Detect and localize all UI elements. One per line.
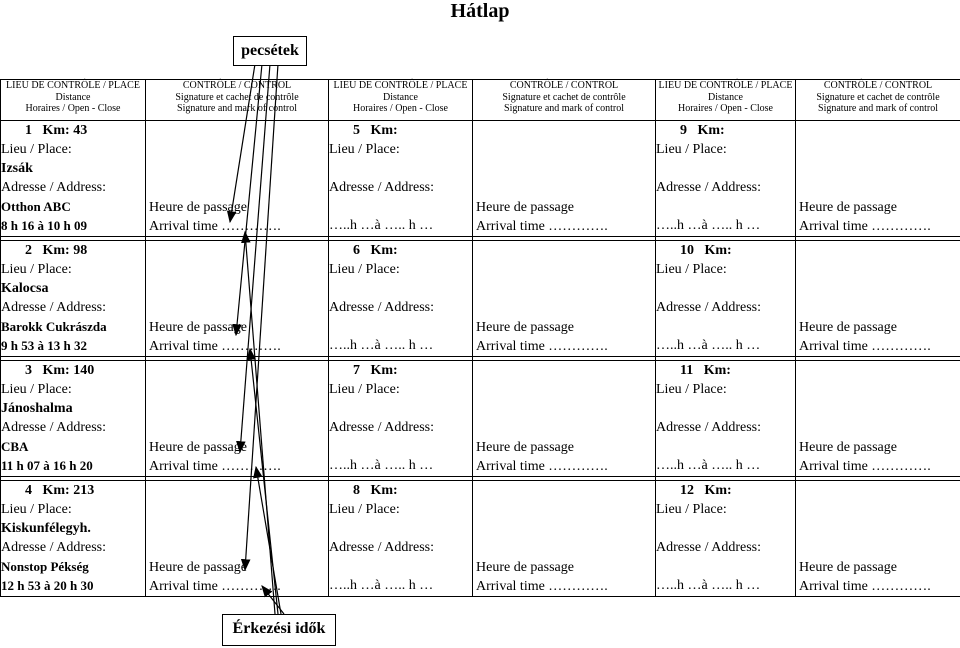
place-name: Izsák xyxy=(1,161,33,176)
arrival-time-field[interactable]: Arrival time …………. xyxy=(149,579,281,594)
address-blank[interactable] xyxy=(329,557,472,576)
address-blank[interactable] xyxy=(656,557,795,576)
checkpoint-number: 5 Km: xyxy=(353,123,398,138)
place-blank[interactable] xyxy=(656,279,795,298)
place-label: Lieu / Place: xyxy=(656,502,727,517)
checkpoint-cell xyxy=(329,241,473,357)
address-blank[interactable] xyxy=(329,197,472,216)
opening-hours-blank[interactable]: …..h …à ….. h … xyxy=(329,578,434,593)
heure-label: Heure de passage xyxy=(476,440,574,455)
checkpoint-number: 3 Km: 140 xyxy=(25,363,95,378)
heure-label: Heure de passage xyxy=(149,200,247,215)
address-label: Adresse / Address: xyxy=(329,540,434,555)
checkpoint-row xyxy=(1,241,960,357)
address-blank[interactable] xyxy=(656,317,795,336)
control-signature-cell[interactable] xyxy=(146,481,329,597)
opening-hours-blank[interactable]: …..h …à ….. h … xyxy=(329,458,434,473)
place-blank[interactable] xyxy=(656,519,795,538)
checkpoint-number: 7 Km: xyxy=(353,363,398,378)
checkpoint-number: 9 Km: xyxy=(680,123,725,138)
control-signature-cell[interactable] xyxy=(473,361,656,477)
address-label: Adresse / Address: xyxy=(329,420,434,435)
heure-label: Heure de passage xyxy=(799,560,897,575)
heure-label: Heure de passage xyxy=(149,320,247,335)
place-label: Lieu / Place: xyxy=(1,502,72,517)
checkpoint-number: 12 Km: xyxy=(680,483,732,498)
heure-label: Heure de passage xyxy=(476,200,574,215)
control-signature-cell[interactable] xyxy=(473,121,656,237)
checkpoint-cell xyxy=(1,361,146,477)
opening-hours-blank[interactable]: …..h …à ….. h … xyxy=(329,338,434,353)
stamp-callout: pecsétek xyxy=(233,36,307,66)
address-value: CBA xyxy=(1,439,29,454)
arrival-time-field[interactable]: Arrival time …………. xyxy=(149,219,281,234)
address-label: Adresse / Address: xyxy=(1,180,106,195)
control-signature-cell[interactable] xyxy=(796,121,960,237)
arrival-times-callout: Érkezési idők xyxy=(222,614,336,646)
control-signature-cell[interactable] xyxy=(473,241,656,357)
header-row xyxy=(1,80,960,121)
checkpoint-number: 10 Km: xyxy=(680,243,732,258)
address-blank[interactable] xyxy=(656,197,795,216)
place-label: Lieu / Place: xyxy=(1,382,72,397)
opening-hours-blank[interactable]: …..h …à ….. h … xyxy=(329,218,434,233)
place-label: Lieu / Place: xyxy=(329,262,400,277)
place-label: Lieu / Place: xyxy=(656,382,727,397)
address-label: Adresse / Address: xyxy=(656,300,761,315)
checkpoint-cell xyxy=(656,481,796,597)
place-label: Lieu / Place: xyxy=(1,262,72,277)
place-blank[interactable] xyxy=(329,399,472,418)
place-blank[interactable] xyxy=(329,159,472,178)
opening-hours: 9 h 53 à 13 h 32 xyxy=(1,338,87,353)
opening-hours: 12 h 53 à 20 h 30 xyxy=(1,578,94,593)
place-label: Lieu / Place: xyxy=(329,502,400,517)
checkpoint-cell xyxy=(656,241,796,357)
address-value: Nonstop Pékség xyxy=(1,559,89,574)
heure-label: Heure de passage xyxy=(149,560,247,575)
checkpoint-number: 4 Km: 213 xyxy=(25,483,95,498)
address-label: Adresse / Address: xyxy=(656,540,761,555)
control-signature-cell[interactable] xyxy=(796,241,960,357)
place-name: Kiskunfélegyh. xyxy=(1,521,91,536)
opening-hours: 11 h 07 à 16 h 20 xyxy=(1,458,93,473)
place-label: Lieu / Place: xyxy=(329,142,400,157)
control-signature-cell[interactable] xyxy=(796,481,960,597)
checkpoint-number: 8 Km: xyxy=(353,483,398,498)
heure-label: Heure de passage xyxy=(799,200,897,215)
opening-hours-blank[interactable]: …..h …à ….. h … xyxy=(656,458,761,473)
place-blank[interactable] xyxy=(329,519,472,538)
place-label: Lieu / Place: xyxy=(656,142,727,157)
arrival-time-field[interactable]: Arrival time …………. xyxy=(799,579,931,594)
control-signature-cell[interactable] xyxy=(146,241,329,357)
checkpoint-number: 2 Km: 98 xyxy=(25,243,88,258)
place-blank[interactable] xyxy=(656,399,795,418)
opening-hours-blank[interactable]: …..h …à ….. h … xyxy=(656,338,761,353)
heure-label: Heure de passage xyxy=(476,320,574,335)
address-value: Otthon ABC xyxy=(1,199,71,214)
arrival-time-field[interactable]: Arrival time …………. xyxy=(799,219,931,234)
header-control: CONTRÔLE / CONTROL Signature et cachet de contrôle Signature and mark of control xyxy=(473,80,656,121)
arrival-time-field[interactable]: Arrival time …………. xyxy=(149,339,281,354)
heure-label: Heure de passage xyxy=(799,440,897,455)
address-label: Adresse / Address: xyxy=(656,180,761,195)
checkpoint-cell xyxy=(329,361,473,477)
arrival-time-field[interactable]: Arrival time …………. xyxy=(799,459,931,474)
header-place: LIEU DE CONTRÔLE / PLACE Distance Horaires / Open - Close xyxy=(656,80,796,121)
checkpoint-cell xyxy=(656,361,796,477)
checkpoint-cell xyxy=(656,121,796,237)
heure-label: Heure de passage xyxy=(149,440,247,455)
checkpoint-number: 1 Km: 43 xyxy=(25,123,88,138)
address-label: Adresse / Address: xyxy=(329,180,434,195)
checkpoint-row xyxy=(1,121,960,237)
header-control: CONTRÔLE / CONTROL Signature et cachet de contrôle Signature and mark of control xyxy=(146,80,329,121)
control-table xyxy=(0,79,960,597)
checkpoint-cell xyxy=(329,121,473,237)
arrival-time-field[interactable]: Arrival time …………. xyxy=(476,579,608,594)
header-place: LIEU DE CONTRÔLE / PLACE Distance Horaires / Open - Close xyxy=(329,80,473,121)
address-label: Adresse / Address: xyxy=(1,540,106,555)
place-name: Jánoshalma xyxy=(1,401,73,416)
address-label: Adresse / Address: xyxy=(1,420,106,435)
arrival-time-field[interactable]: Arrival time …………. xyxy=(476,219,608,234)
control-signature-cell[interactable] xyxy=(146,121,329,237)
opening-hours-blank[interactable]: …..h …à ….. h … xyxy=(656,218,761,233)
address-label: Adresse / Address: xyxy=(656,420,761,435)
checkpoint-cell xyxy=(1,241,146,357)
checkpoint-row xyxy=(1,481,960,597)
checkpoint-number: 6 Km: xyxy=(353,243,398,258)
header-control: CONTRÔLE / CONTROL Signature et cachet de contrôle Signature and mark of control xyxy=(796,80,960,121)
arrival-time-field[interactable]: Arrival time …………. xyxy=(476,339,608,354)
heure-label: Heure de passage xyxy=(476,560,574,575)
heure-label: Heure de passage xyxy=(799,320,897,335)
arrival-time-field[interactable]: Arrival time …………. xyxy=(476,459,608,474)
checkpoint-cell xyxy=(1,121,146,237)
place-label: Lieu / Place: xyxy=(656,262,727,277)
address-blank[interactable] xyxy=(656,437,795,456)
place-blank[interactable] xyxy=(329,279,472,298)
opening-hours-blank[interactable]: …..h …à ….. h … xyxy=(656,578,761,593)
arrival-time-field[interactable]: Arrival time …………. xyxy=(149,459,281,474)
checkpoint-row xyxy=(1,361,960,477)
checkpoint-number: 11 Km: xyxy=(680,363,731,378)
place-name: Kalocsa xyxy=(1,281,49,296)
opening-hours: 8 h 16 à 10 h 09 xyxy=(1,218,87,233)
place-label: Lieu / Place: xyxy=(1,142,72,157)
address-label: Adresse / Address: xyxy=(329,300,434,315)
checkpoint-cell xyxy=(329,481,473,597)
control-signature-cell[interactable] xyxy=(146,361,329,477)
address-label: Adresse / Address: xyxy=(1,300,106,315)
place-blank[interactable] xyxy=(656,159,795,178)
address-blank[interactable] xyxy=(329,317,472,336)
control-signature-cell[interactable] xyxy=(796,361,960,477)
control-signature-cell[interactable] xyxy=(473,481,656,597)
page-title: Hátlap xyxy=(450,0,510,22)
address-blank[interactable] xyxy=(329,437,472,456)
arrival-time-field[interactable]: Arrival time …………. xyxy=(799,339,931,354)
header-place: LIEU DE CONTRÔLE / PLACE Distance Horaires / Open - Close xyxy=(1,80,146,121)
address-value: Barokk Cukrászda xyxy=(1,319,107,334)
place-label: Lieu / Place: xyxy=(329,382,400,397)
checkpoint-cell xyxy=(1,481,146,597)
